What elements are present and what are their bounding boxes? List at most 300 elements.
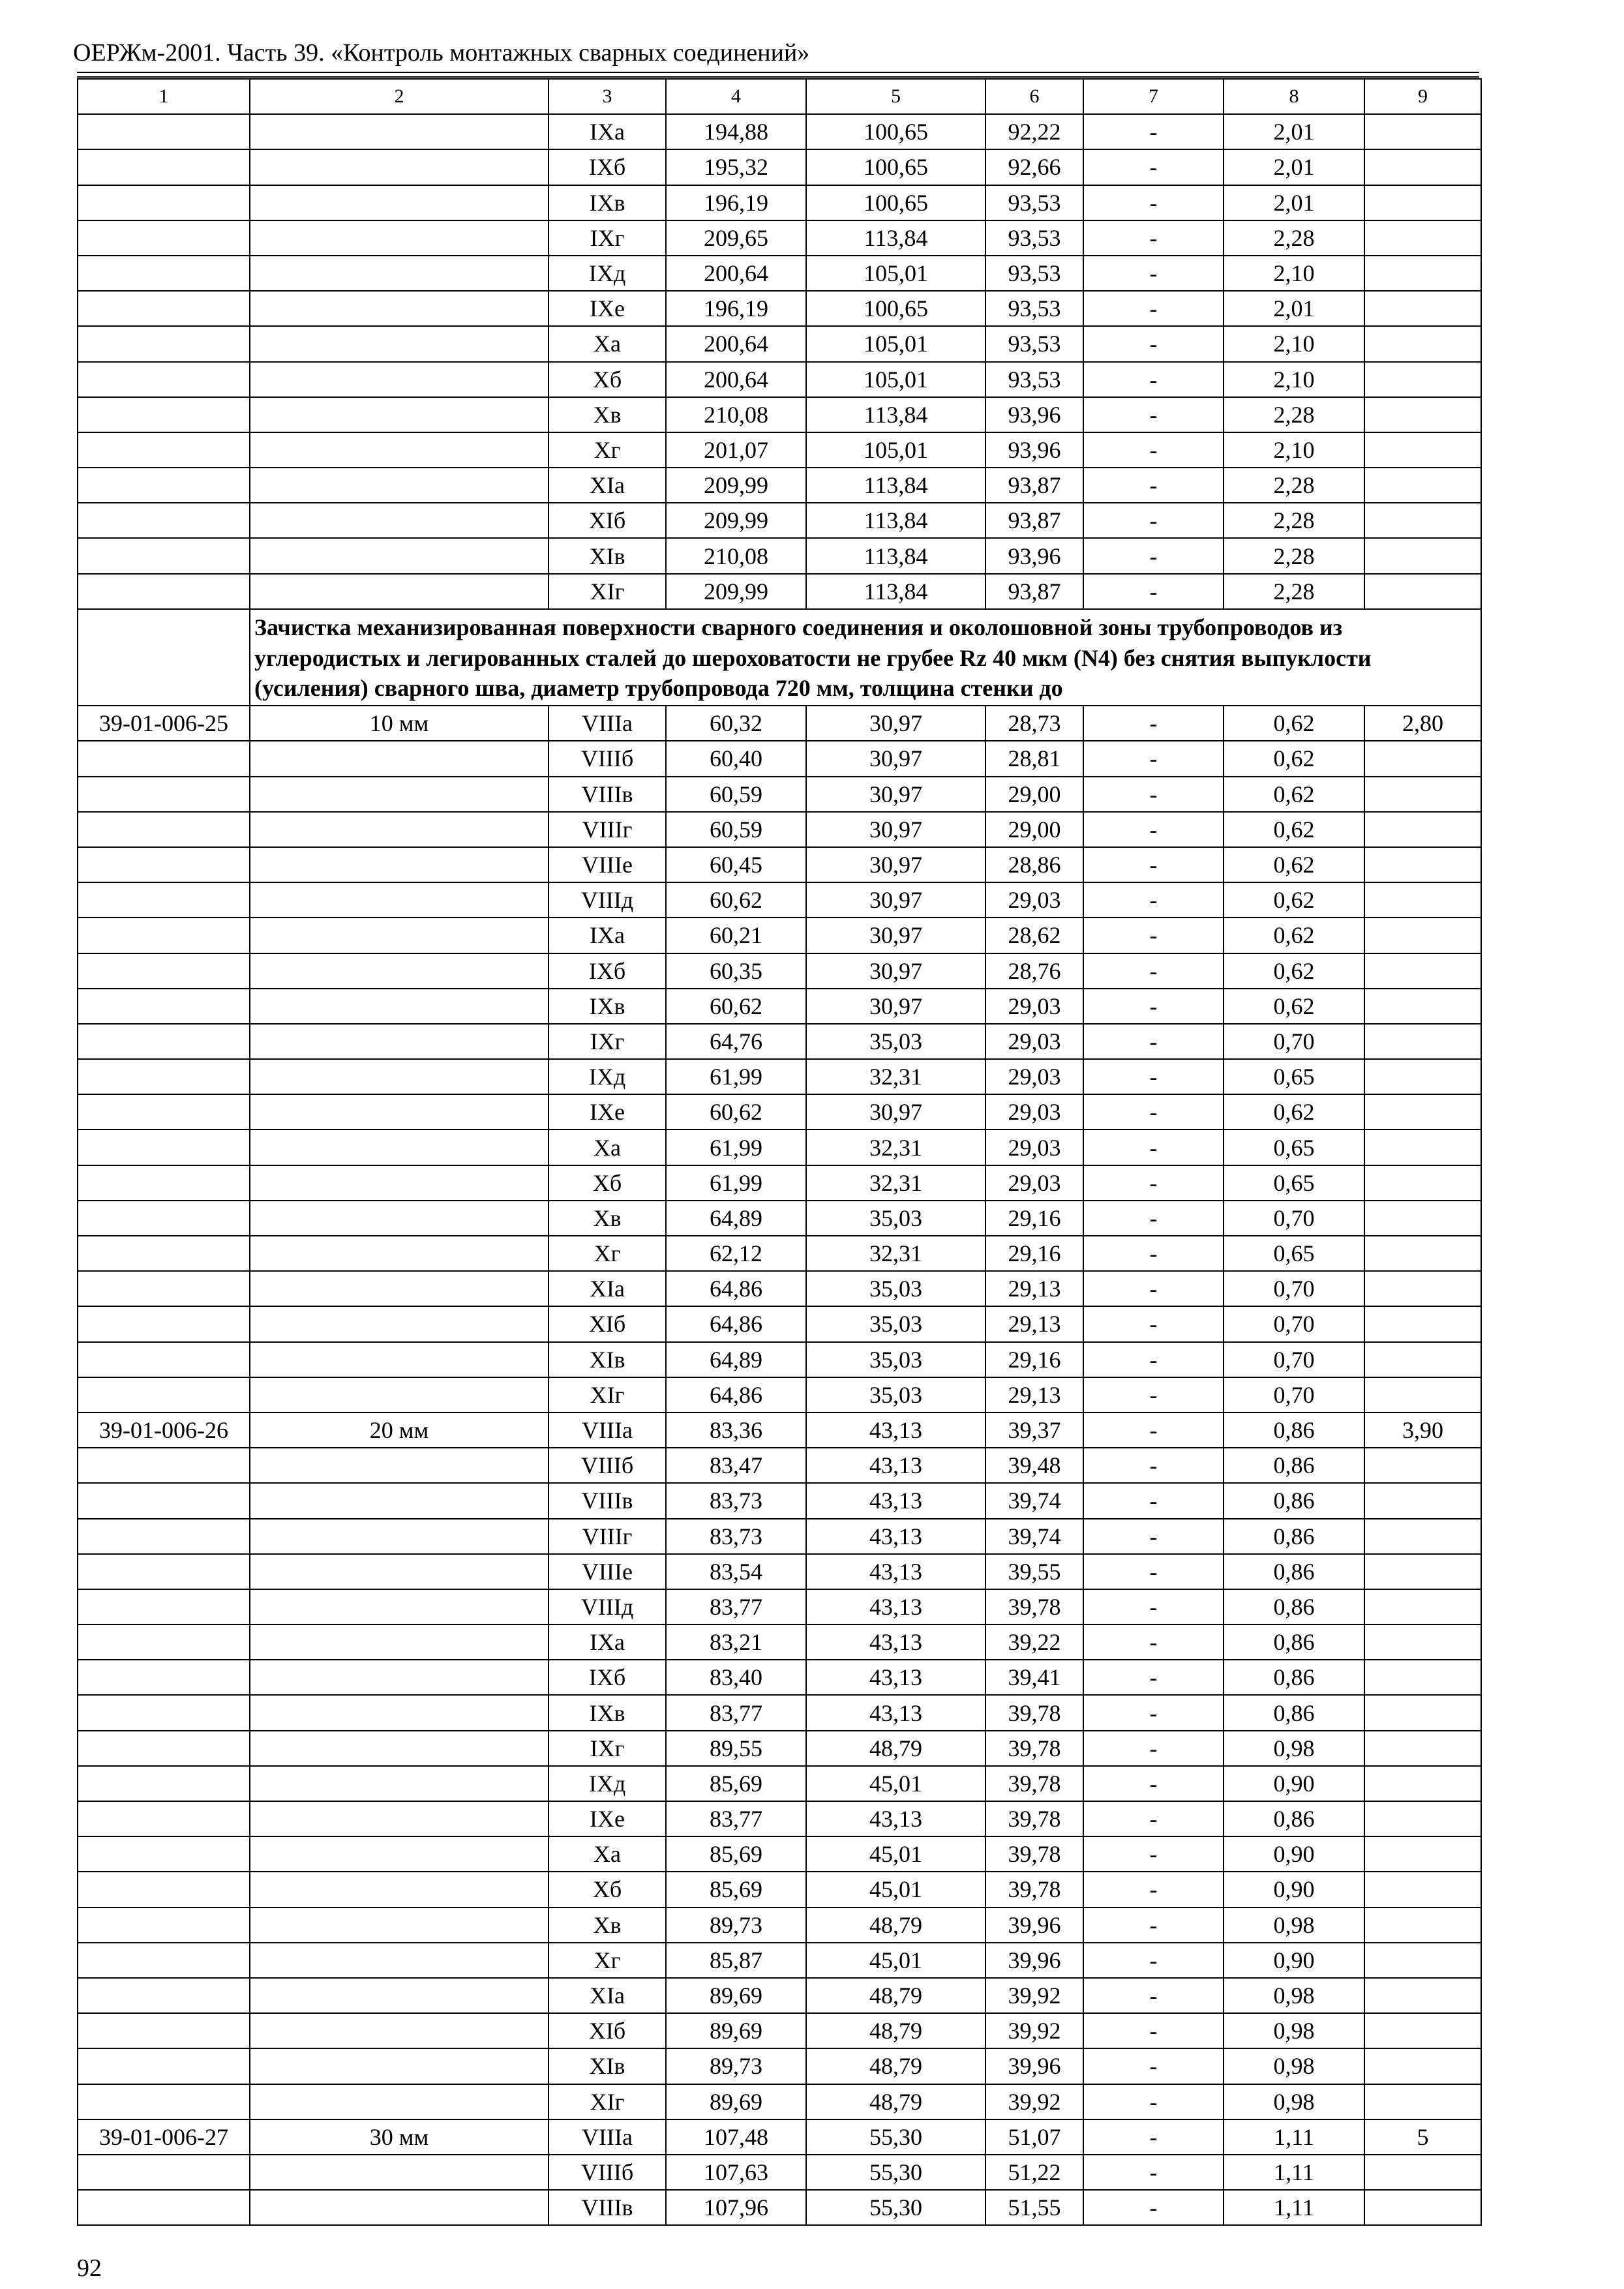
table-row [78,741,1481,776]
machine-cell: 39,78 [985,1872,1083,1907]
labor-cell: 0,65 [1224,1130,1364,1165]
labor-cell: 0,70 [1224,1201,1364,1236]
table-row [78,1978,1481,2013]
table-row [78,432,1481,468]
machine-cell: 39,22 [985,1624,1083,1660]
labor-cell: 1,11 [1224,2155,1364,2190]
materials-cell: - [1083,1130,1224,1165]
norm-cell [1364,847,1481,882]
code-cell [78,256,250,291]
thickness-cell [250,397,549,432]
wage-cell: 32,31 [806,1236,985,1271]
table-row [78,1448,1481,1483]
cost-cell: 209,65 [666,220,806,256]
machine-cell: 93,96 [985,538,1083,573]
code-cell [78,2013,250,2048]
norm-cell [1364,1766,1481,1801]
labor-cell: 0,98 [1224,2048,1364,2084]
norm-cell [1364,2190,1481,2225]
thickness-cell [250,918,549,953]
code-cell [78,185,250,220]
category-cell: IXг [549,1731,666,1766]
category-cell: Xг [549,1943,666,1978]
code-cell [78,1978,250,2013]
table-row [78,1413,1481,1448]
materials-cell: - [1083,1519,1224,1554]
machine-cell: 29,13 [985,1306,1083,1341]
thickness-cell [250,1519,549,1554]
thickness-cell [250,1342,549,1377]
cost-cell: 85,69 [666,1872,806,1907]
norm-cell [1364,741,1481,776]
machine-cell: 93,87 [985,574,1083,609]
labor-cell: 0,65 [1224,1236,1364,1271]
code-cell [78,326,250,361]
labor-cell: 0,90 [1224,1943,1364,1978]
thickness-cell [250,2190,549,2225]
cost-cell: 83,21 [666,1624,806,1660]
machine-cell: 39,74 [985,1519,1083,1554]
thickness-cell [250,1377,549,1413]
cost-cell: 64,89 [666,1342,806,1377]
norm-cell [1364,256,1481,291]
code-cell [78,1306,250,1341]
labor-cell: 2,01 [1224,291,1364,326]
code-cell [78,114,250,149]
cost-cell: 107,48 [666,2119,806,2155]
labor-cell: 0,62 [1224,706,1364,741]
table-row [78,1624,1481,1660]
machine-cell: 51,07 [985,2119,1083,2155]
thickness-cell [250,326,549,361]
materials-cell: - [1083,2190,1224,2225]
wage-cell: 43,13 [806,1695,985,1730]
labor-cell: 0,70 [1224,1306,1364,1341]
category-cell: Xа [549,326,666,361]
cost-cell: 89,73 [666,2048,806,2084]
category-cell: VIIIг [549,1519,666,1554]
cost-cell: 61,99 [666,1059,806,1094]
materials-cell: - [1083,1554,1224,1589]
thickness-cell [250,1554,549,1589]
category-cell: VIIIб [549,2155,666,2190]
code-cell [78,2084,250,2119]
table-row [78,1836,1481,1872]
code-cell [78,1094,250,1130]
category-cell: XIг [549,2084,666,2119]
table-row [78,326,1481,361]
thickness-cell [250,1024,549,1059]
norm-cell [1364,1801,1481,1836]
table-row [78,1731,1481,1766]
norm-cell [1364,1660,1481,1695]
thickness-cell [250,432,549,468]
labor-cell: 0,86 [1224,1801,1364,1836]
cost-cell: 210,08 [666,397,806,432]
table-row [78,1519,1481,1554]
thickness-cell [250,291,549,326]
category-cell: IXд [549,256,666,291]
table-row [78,1271,1481,1306]
wage-cell: 55,30 [806,2119,985,2155]
code-cell [78,1731,250,1766]
thickness-cell [250,1766,549,1801]
category-cell: Xв [549,1201,666,1236]
machine-cell: 39,78 [985,1731,1083,1766]
machine-cell: 39,92 [985,1978,1083,2013]
materials-cell: - [1083,397,1224,432]
labor-cell: 2,28 [1224,538,1364,573]
code-cell [78,1271,250,1306]
category-cell: VIIIд [549,882,666,918]
materials-cell: - [1083,1059,1224,1094]
code-cell [78,918,250,953]
machine-cell: 39,96 [985,1908,1083,1943]
column-number-cell: 7 [1083,79,1224,114]
wage-cell: 105,01 [806,256,985,291]
wage-cell: 30,97 [806,847,985,882]
category-cell: XIа [549,1978,666,2013]
table-row [78,1201,1481,1236]
labor-cell: 0,98 [1224,1908,1364,1943]
category-cell: IXг [549,1024,666,1059]
column-number-row [78,79,1481,114]
wage-cell: 30,97 [806,1094,985,1130]
norm-cell [1364,1448,1481,1483]
materials-cell: - [1083,1660,1224,1695]
materials-cell: - [1083,882,1224,918]
norm-cell [1364,149,1481,185]
labor-cell: 0,65 [1224,1165,1364,1201]
materials-cell: - [1083,149,1224,185]
labor-cell: 0,86 [1224,1483,1364,1518]
thickness-cell [250,503,549,538]
materials-cell: - [1083,2119,1224,2155]
machine-cell: 28,73 [985,706,1083,741]
wage-cell: 48,79 [806,2084,985,2119]
wage-cell: 43,13 [806,1660,985,1695]
wage-cell: 43,13 [806,1624,985,1660]
norm-cell: 2,80 [1364,706,1481,741]
code-cell [78,1872,250,1907]
materials-cell: - [1083,220,1224,256]
norm-cell [1364,2155,1481,2190]
wage-cell: 35,03 [806,1201,985,1236]
category-cell: XIб [549,2013,666,2048]
table-row [78,918,1481,953]
materials-cell: - [1083,291,1224,326]
machine-cell: 93,53 [985,256,1083,291]
wage-cell: 105,01 [806,432,985,468]
wage-cell: 43,13 [806,1448,985,1483]
code-cell [78,2048,250,2084]
machine-cell: 39,78 [985,1766,1083,1801]
labor-cell: 2,28 [1224,468,1364,503]
table-row [78,1766,1481,1801]
wage-cell: 43,13 [806,1801,985,1836]
cost-cell: 60,35 [666,953,806,989]
wage-cell: 100,65 [806,114,985,149]
thickness-cell [250,1872,549,1907]
wage-cell: 100,65 [806,291,985,326]
wage-cell: 55,30 [806,2155,985,2190]
materials-cell: - [1083,362,1224,397]
table-row [78,1660,1481,1695]
code-cell [78,503,250,538]
table-row [78,1554,1481,1589]
thickness-cell [250,1201,549,1236]
thickness-cell [250,362,549,397]
table-row [78,1872,1481,1907]
machine-cell: 29,03 [985,1094,1083,1130]
cost-cell: 60,62 [666,1094,806,1130]
code-cell [78,1908,250,1943]
materials-cell: - [1083,777,1224,812]
cost-cell: 64,86 [666,1306,806,1341]
labor-cell: 0,62 [1224,989,1364,1024]
norm-cell [1364,362,1481,397]
code-cell [78,1943,250,1978]
table-row [78,1165,1481,1201]
table-row [78,2190,1481,2225]
thickness-cell [250,256,549,291]
labor-cell: 0,62 [1224,777,1364,812]
category-cell: Xб [549,1872,666,1907]
category-cell: IXв [549,185,666,220]
category-cell: IXв [549,1695,666,1730]
materials-cell: - [1083,1801,1224,1836]
norm-cell [1364,397,1481,432]
norm-cell [1364,1271,1481,1306]
materials-cell: - [1083,2048,1224,2084]
thickness-cell: 20 мм [250,1413,549,1448]
norm-cell [1364,1908,1481,1943]
machine-cell: 29,00 [985,812,1083,847]
labor-cell: 0,86 [1224,1695,1364,1730]
wage-cell: 32,31 [806,1059,985,1094]
materials-cell: - [1083,1943,1224,1978]
column-number-cell: 8 [1224,79,1364,114]
table-row [78,2084,1481,2119]
thickness-cell [250,1801,549,1836]
machine-cell: 93,53 [985,291,1083,326]
machine-cell: 39,92 [985,2013,1083,2048]
labor-cell: 2,10 [1224,256,1364,291]
wage-cell: 48,79 [806,2013,985,2048]
materials-cell: - [1083,432,1224,468]
category-cell: IXб [549,1660,666,1695]
materials-cell: - [1083,2155,1224,2190]
materials-cell: - [1083,538,1224,573]
machine-cell: 93,53 [985,185,1083,220]
cost-cell: 200,64 [666,326,806,361]
thickness-cell [250,847,549,882]
category-cell: VIIIе [549,847,666,882]
thickness-cell [250,220,549,256]
category-cell: VIIIа [549,1413,666,1448]
materials-cell: - [1083,812,1224,847]
machine-cell: 29,03 [985,1165,1083,1201]
wage-cell: 43,13 [806,1483,985,1518]
cost-cell: 89,69 [666,1978,806,2013]
norm-cell [1364,1201,1481,1236]
category-cell: Xа [549,1130,666,1165]
thickness-cell [250,2048,549,2084]
materials-cell: - [1083,1094,1224,1130]
category-cell: Xг [549,1236,666,1271]
table-row [78,706,1481,741]
table-row [78,362,1481,397]
column-number-cell: 5 [806,79,985,114]
cost-cell: 83,73 [666,1519,806,1554]
thickness-cell [250,2155,549,2190]
norm-cell [1364,1377,1481,1413]
thickness-cell [250,1731,549,1766]
machine-cell: 39,74 [985,1483,1083,1518]
wage-cell: 30,97 [806,989,985,1024]
labor-cell: 2,01 [1224,149,1364,185]
labor-cell: 0,86 [1224,1660,1364,1695]
wage-cell: 35,03 [806,1342,985,1377]
code-cell [78,1483,250,1518]
labor-cell: 0,98 [1224,2084,1364,2119]
cost-cell: 196,19 [666,291,806,326]
machine-cell: 29,13 [985,1377,1083,1413]
table-row [78,1695,1481,1730]
code-cell [78,953,250,989]
materials-cell: - [1083,503,1224,538]
norm-cell [1364,291,1481,326]
code-cell [78,741,250,776]
materials-cell: - [1083,1413,1224,1448]
table-row [78,574,1481,609]
table-row [78,2155,1481,2190]
materials-cell: - [1083,1731,1224,1766]
norm-cell [1364,2013,1481,2048]
wage-cell: 45,01 [806,1872,985,1907]
norm-cell [1364,1836,1481,1872]
norm-cell [1364,1236,1481,1271]
labor-cell: 0,86 [1224,1448,1364,1483]
code-cell [78,1024,250,1059]
cost-cell: 209,99 [666,574,806,609]
table-row [78,114,1481,149]
materials-cell: - [1083,2084,1224,2119]
table-row [78,1130,1481,1165]
wage-cell: 48,79 [806,2048,985,2084]
cost-cell: 60,40 [666,741,806,776]
labor-cell: 0,62 [1224,847,1364,882]
category-cell: IXе [549,291,666,326]
wage-cell: 45,01 [806,1766,985,1801]
code-cell [78,220,250,256]
norm-cell [1364,1059,1481,1094]
table-row [78,1236,1481,1271]
thickness-cell [250,149,549,185]
materials-cell: - [1083,918,1224,953]
code-cell [78,1448,250,1483]
category-cell: XIб [549,503,666,538]
labor-cell: 0,86 [1224,1624,1364,1660]
cost-cell: 194,88 [666,114,806,149]
labor-cell: 0,98 [1224,1978,1364,2013]
machine-cell: 28,62 [985,918,1083,953]
thickness-cell [250,953,549,989]
wage-cell: 100,65 [806,149,985,185]
machine-cell: 39,41 [985,1660,1083,1695]
wage-cell: 100,65 [806,185,985,220]
machine-cell: 39,78 [985,1836,1083,1872]
table-row [78,1306,1481,1341]
labor-cell: 2,10 [1224,362,1364,397]
materials-cell: - [1083,1872,1224,1907]
machine-cell: 29,16 [985,1342,1083,1377]
category-cell: VIIIд [549,1589,666,1624]
machine-cell: 39,37 [985,1413,1083,1448]
norm-cell [1364,2084,1481,2119]
norm-cell [1364,1554,1481,1589]
rates-table [77,78,1482,2226]
table-row [78,953,1481,989]
cost-cell: 83,77 [666,1695,806,1730]
norm-cell [1364,953,1481,989]
machine-cell: 93,53 [985,362,1083,397]
code-cell [78,291,250,326]
category-cell: Xв [549,1908,666,1943]
wage-cell: 30,97 [806,918,985,953]
category-cell: IXб [549,953,666,989]
category-cell: IXа [549,1624,666,1660]
materials-cell: - [1083,1448,1224,1483]
labor-cell: 0,86 [1224,1589,1364,1624]
labor-cell: 0,98 [1224,2013,1364,2048]
labor-cell: 2,28 [1224,220,1364,256]
labor-cell: 2,10 [1224,326,1364,361]
norm-cell [1364,1306,1481,1341]
norm-cell [1364,538,1481,573]
wage-cell: 45,01 [806,1943,985,1978]
cost-cell: 60,59 [666,812,806,847]
category-cell: Xв [549,397,666,432]
norm-cell [1364,812,1481,847]
labor-cell: 0,86 [1224,1519,1364,1554]
column-number-cell: 3 [549,79,666,114]
category-cell: Xб [549,1165,666,1201]
thickness-cell [250,1165,549,1201]
category-cell: IXа [549,918,666,953]
norm-cell [1364,1872,1481,1907]
cost-cell: 200,64 [666,362,806,397]
materials-cell: - [1083,185,1224,220]
table-row [78,847,1481,882]
machine-cell: 39,55 [985,1554,1083,1589]
code-cell [78,538,250,573]
machine-cell: 51,22 [985,2155,1083,2190]
labor-cell: 2,10 [1224,432,1364,468]
wage-cell: 113,84 [806,397,985,432]
code-cell [78,1836,250,1872]
category-cell: XIг [549,1377,666,1413]
materials-cell: - [1083,953,1224,989]
labor-cell: 0,70 [1224,1271,1364,1306]
category-cell: XIа [549,1271,666,1306]
labor-cell: 0,62 [1224,812,1364,847]
column-number-cell: 2 [250,79,549,114]
norm-cell [1364,114,1481,149]
thickness-cell [250,1943,549,1978]
norm-cell [1364,1024,1481,1059]
machine-cell: 39,96 [985,1943,1083,1978]
